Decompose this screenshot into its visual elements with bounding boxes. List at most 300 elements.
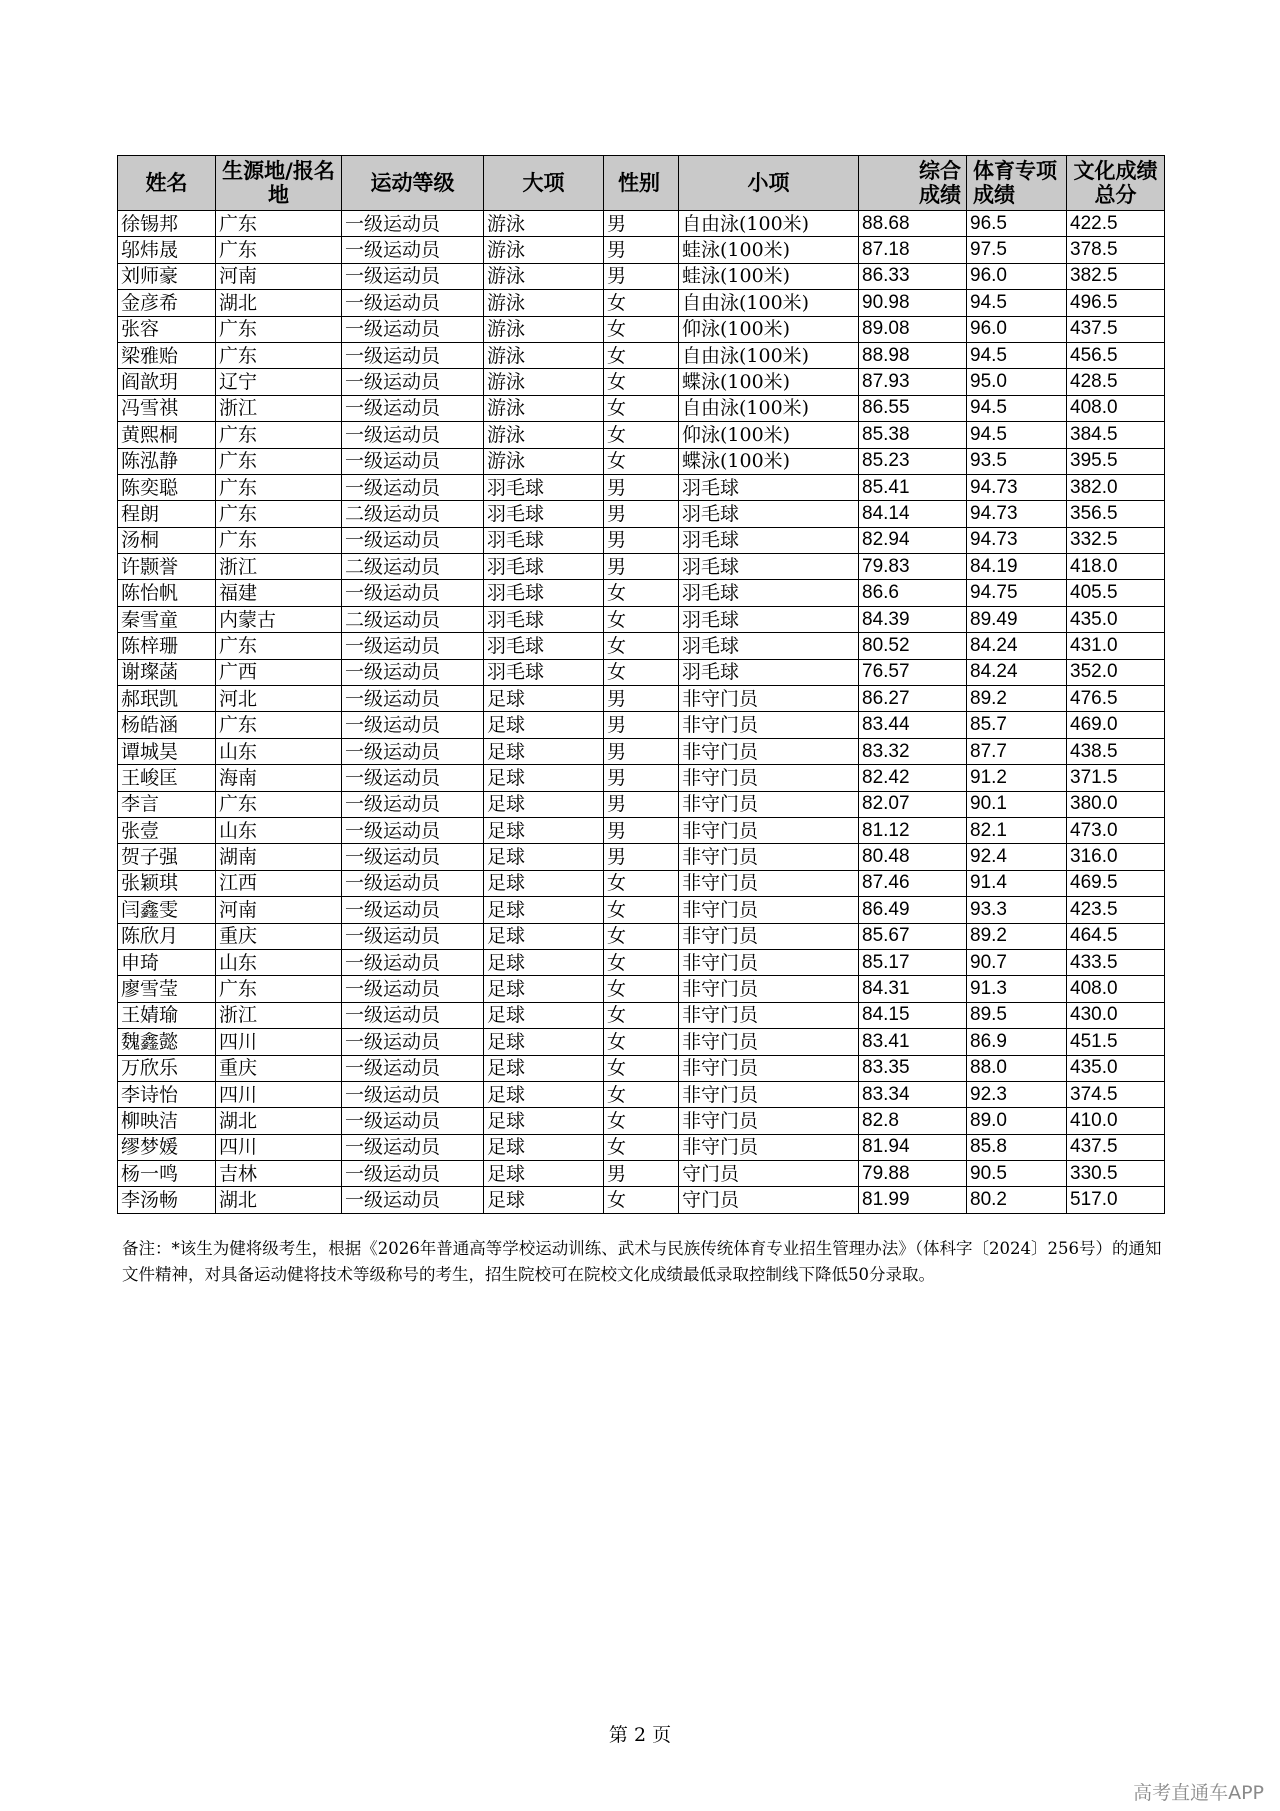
table-row xyxy=(118,580,1165,606)
table-row xyxy=(118,712,1165,738)
cell-gender: 女 xyxy=(604,606,679,632)
cell-sport: 足球 xyxy=(484,791,604,817)
cell-level: 一级运动员 xyxy=(342,870,484,896)
cell-name: 陈欣月 xyxy=(118,923,216,949)
cell-composite-score: 87.18 xyxy=(859,237,967,263)
cell-sport-score: 96.0 xyxy=(967,263,1067,289)
cell-sport: 足球 xyxy=(484,1187,604,1213)
table-row xyxy=(118,501,1165,527)
cell-sport: 羽毛球 xyxy=(484,501,604,527)
cell-gender: 女 xyxy=(604,395,679,421)
cell-origin: 广东 xyxy=(216,237,342,263)
cell-level: 二级运动员 xyxy=(342,606,484,632)
cell-event: 非守门员 xyxy=(679,712,859,738)
cell-culture-score: 422.5 xyxy=(1067,211,1165,237)
cell-level: 一级运动员 xyxy=(342,580,484,606)
cell-origin: 广东 xyxy=(216,316,342,342)
cell-gender: 女 xyxy=(604,897,679,923)
cell-sport-score: 94.5 xyxy=(967,395,1067,421)
cell-origin: 四川 xyxy=(216,1081,342,1107)
table-row xyxy=(118,791,1165,817)
cell-event: 非守门员 xyxy=(679,1108,859,1134)
cell-event: 守门员 xyxy=(679,1187,859,1213)
cell-event: 蛙泳(100米) xyxy=(679,263,859,289)
cell-culture-score: 374.5 xyxy=(1067,1081,1165,1107)
cell-event: 非守门员 xyxy=(679,686,859,712)
cell-sport: 羽毛球 xyxy=(484,527,604,553)
footnote: 备注：*该生为健将级考生，根据《2026年普通高等学校运动训练、武术与民族传统体育专业招生管理办法》（体科字〔2024〕256号）的通知文件精神，对具备运动健将技术等级称号的考生，招生院校可在院校文化成绩最低录取控制线下降低50分录取。 xyxy=(122,1239,1162,1284)
cell-culture-score: 456.5 xyxy=(1067,342,1165,368)
cell-gender: 男 xyxy=(604,738,679,764)
cell-level: 一级运动员 xyxy=(342,1029,484,1055)
cell-composite-score: 81.99 xyxy=(859,1187,967,1213)
table-row xyxy=(118,976,1165,1002)
table-row xyxy=(118,395,1165,421)
cell-gender: 男 xyxy=(604,1161,679,1187)
cell-composite-score: 86.55 xyxy=(859,395,967,421)
cell-name: 李言 xyxy=(118,791,216,817)
cell-name: 王婧瑜 xyxy=(118,1002,216,1028)
cell-level: 一级运动员 xyxy=(342,527,484,553)
cell-culture-score: 352.0 xyxy=(1067,659,1165,685)
header-origin: 生源地/报名地 xyxy=(216,156,342,211)
cell-origin: 山东 xyxy=(216,738,342,764)
cell-level: 一级运动员 xyxy=(342,290,484,316)
cell-culture-score: 408.0 xyxy=(1067,395,1165,421)
cell-culture-score: 418.0 xyxy=(1067,554,1165,580)
table-row xyxy=(118,554,1165,580)
cell-origin: 广东 xyxy=(216,501,342,527)
cell-gender: 女 xyxy=(604,976,679,1002)
cell-origin: 广东 xyxy=(216,976,342,1002)
cell-sport-score: 94.5 xyxy=(967,342,1067,368)
watermark: 高考直通车APP xyxy=(1133,1782,1264,1804)
cell-culture-score: 382.5 xyxy=(1067,263,1165,289)
table-row xyxy=(118,949,1165,975)
cell-composite-score: 86.49 xyxy=(859,897,967,923)
cell-origin: 河南 xyxy=(216,897,342,923)
cell-name: 刘师豪 xyxy=(118,263,216,289)
table-row xyxy=(118,817,1165,843)
cell-name: 申琦 xyxy=(118,949,216,975)
cell-sport-score: 80.2 xyxy=(967,1187,1067,1213)
cell-level: 一级运动员 xyxy=(342,1161,484,1187)
cell-sport-score: 89.0 xyxy=(967,1108,1067,1134)
cell-origin: 浙江 xyxy=(216,554,342,580)
cell-composite-score: 81.12 xyxy=(859,817,967,843)
cell-composite-score: 87.46 xyxy=(859,870,967,896)
cell-culture-score: 469.5 xyxy=(1067,870,1165,896)
cell-sport-score: 89.2 xyxy=(967,686,1067,712)
cell-level: 一级运动员 xyxy=(342,897,484,923)
cell-sport: 游泳 xyxy=(484,448,604,474)
cell-sport: 足球 xyxy=(484,686,604,712)
cell-event: 自由泳(100米) xyxy=(679,211,859,237)
header-event: 小项 xyxy=(679,156,859,211)
table-row xyxy=(118,1108,1165,1134)
cell-event: 蝶泳(100米) xyxy=(679,448,859,474)
cell-culture-score: 476.5 xyxy=(1067,686,1165,712)
cell-event: 羽毛球 xyxy=(679,633,859,659)
cell-sport: 足球 xyxy=(484,712,604,738)
cell-event: 非守门员 xyxy=(679,817,859,843)
cell-composite-score: 85.41 xyxy=(859,474,967,500)
cell-composite-score: 82.8 xyxy=(859,1108,967,1134)
cell-name: 李汤畅 xyxy=(118,1187,216,1213)
cell-event: 仰泳(100米) xyxy=(679,422,859,448)
cell-name: 金彦希 xyxy=(118,290,216,316)
cell-composite-score: 80.52 xyxy=(859,633,967,659)
cell-origin: 广东 xyxy=(216,527,342,553)
table-row xyxy=(118,923,1165,949)
cell-name: 谢璨菡 xyxy=(118,659,216,685)
cell-sport: 游泳 xyxy=(484,237,604,263)
cell-gender: 男 xyxy=(604,211,679,237)
cell-sport: 游泳 xyxy=(484,211,604,237)
cell-culture-score: 438.5 xyxy=(1067,738,1165,764)
cell-name: 闫鑫雯 xyxy=(118,897,216,923)
table-row xyxy=(118,1161,1165,1187)
table-row xyxy=(118,765,1165,791)
table-row xyxy=(118,342,1165,368)
cell-level: 二级运动员 xyxy=(342,554,484,580)
cell-level: 一级运动员 xyxy=(342,342,484,368)
cell-composite-score: 79.83 xyxy=(859,554,967,580)
cell-level: 一级运动员 xyxy=(342,791,484,817)
table-row xyxy=(118,263,1165,289)
cell-event: 自由泳(100米) xyxy=(679,290,859,316)
cell-name: 陈怡帆 xyxy=(118,580,216,606)
cell-culture-score: 382.0 xyxy=(1067,474,1165,500)
cell-name: 秦雪童 xyxy=(118,606,216,632)
table-row xyxy=(118,659,1165,685)
cell-origin: 广东 xyxy=(216,211,342,237)
header-gender: 性别 xyxy=(604,156,679,211)
header-name: 姓名 xyxy=(118,156,216,211)
cell-event: 仰泳(100米) xyxy=(679,316,859,342)
cell-sport: 足球 xyxy=(484,870,604,896)
cell-culture-score: 380.0 xyxy=(1067,791,1165,817)
cell-origin: 浙江 xyxy=(216,1002,342,1028)
cell-composite-score: 79.88 xyxy=(859,1161,967,1187)
table-row xyxy=(118,369,1165,395)
cell-level: 一级运动员 xyxy=(342,1187,484,1213)
cell-sport-score: 96.5 xyxy=(967,211,1067,237)
cell-composite-score: 85.38 xyxy=(859,422,967,448)
cell-sport: 足球 xyxy=(484,923,604,949)
cell-level: 一级运动员 xyxy=(342,817,484,843)
cell-level: 二级运动员 xyxy=(342,501,484,527)
cell-origin: 内蒙古 xyxy=(216,606,342,632)
cell-event: 蛙泳(100米) xyxy=(679,237,859,263)
cell-sport-score: 84.24 xyxy=(967,659,1067,685)
cell-sport: 足球 xyxy=(484,1002,604,1028)
cell-gender: 女 xyxy=(604,1187,679,1213)
cell-sport: 足球 xyxy=(484,1029,604,1055)
cell-culture-score: 408.0 xyxy=(1067,976,1165,1002)
cell-name: 贺子强 xyxy=(118,844,216,870)
cell-gender: 女 xyxy=(604,448,679,474)
cell-level: 一级运动员 xyxy=(342,765,484,791)
table-row xyxy=(118,316,1165,342)
cell-name: 冯雪祺 xyxy=(118,395,216,421)
cell-level: 一级运动员 xyxy=(342,712,484,738)
cell-sport-score: 90.7 xyxy=(967,949,1067,975)
cell-level: 一级运动员 xyxy=(342,1081,484,1107)
cell-event: 非守门员 xyxy=(679,791,859,817)
cell-event: 非守门员 xyxy=(679,897,859,923)
cell-name: 张颖琪 xyxy=(118,870,216,896)
cell-composite-score: 81.94 xyxy=(859,1134,967,1160)
header-sport: 大项 xyxy=(484,156,604,211)
cell-culture-score: 330.5 xyxy=(1067,1161,1165,1187)
cell-composite-score: 83.41 xyxy=(859,1029,967,1055)
cell-level: 一级运动员 xyxy=(342,1002,484,1028)
cell-origin: 吉林 xyxy=(216,1161,342,1187)
cell-sport-score: 85.7 xyxy=(967,712,1067,738)
cell-level: 一级运动员 xyxy=(342,474,484,500)
table-row xyxy=(118,1081,1165,1107)
cell-origin: 重庆 xyxy=(216,923,342,949)
cell-gender: 女 xyxy=(604,342,679,368)
cell-level: 一级运动员 xyxy=(342,395,484,421)
cell-sport: 羽毛球 xyxy=(484,633,604,659)
cell-event: 非守门员 xyxy=(679,738,859,764)
cell-sport-score: 93.5 xyxy=(967,448,1067,474)
cell-origin: 广西 xyxy=(216,659,342,685)
cell-composite-score: 85.17 xyxy=(859,949,967,975)
cell-event: 羽毛球 xyxy=(679,580,859,606)
cell-origin: 辽宁 xyxy=(216,369,342,395)
cell-sport: 羽毛球 xyxy=(484,580,604,606)
cell-gender: 女 xyxy=(604,1081,679,1107)
cell-level: 一级运动员 xyxy=(342,949,484,975)
cell-sport-score: 91.3 xyxy=(967,976,1067,1002)
cell-composite-score: 90.98 xyxy=(859,290,967,316)
cell-name: 陈梓珊 xyxy=(118,633,216,659)
cell-composite-score: 86.27 xyxy=(859,686,967,712)
cell-sport: 足球 xyxy=(484,738,604,764)
table-row xyxy=(118,633,1165,659)
cell-name: 柳映洁 xyxy=(118,1108,216,1134)
cell-origin: 广东 xyxy=(216,448,342,474)
cell-gender: 女 xyxy=(604,316,679,342)
cell-name: 魏鑫懿 xyxy=(118,1029,216,1055)
table-row xyxy=(118,448,1165,474)
cell-name: 黄熙桐 xyxy=(118,422,216,448)
cell-event: 羽毛球 xyxy=(679,474,859,500)
cell-sport: 游泳 xyxy=(484,369,604,395)
cell-gender: 女 xyxy=(604,422,679,448)
cell-origin: 湖北 xyxy=(216,1108,342,1134)
cell-sport: 羽毛球 xyxy=(484,659,604,685)
page-number: 第 2 页 xyxy=(608,1724,672,1746)
cell-sport-score: 95.0 xyxy=(967,369,1067,395)
cell-event: 羽毛球 xyxy=(679,606,859,632)
table-row xyxy=(118,738,1165,764)
cell-gender: 男 xyxy=(604,474,679,500)
cell-sport-score: 94.5 xyxy=(967,290,1067,316)
cell-sport-score: 89.49 xyxy=(967,606,1067,632)
cell-culture-score: 435.0 xyxy=(1067,1055,1165,1081)
cell-level: 一级运动员 xyxy=(342,1055,484,1081)
cell-composite-score: 86.6 xyxy=(859,580,967,606)
cell-culture-score: 423.5 xyxy=(1067,897,1165,923)
cell-culture-score: 356.5 xyxy=(1067,501,1165,527)
cell-name: 郝珉凯 xyxy=(118,686,216,712)
header-composite-score: 综合成绩 xyxy=(859,156,967,211)
cell-origin: 河北 xyxy=(216,686,342,712)
cell-gender: 女 xyxy=(604,290,679,316)
cell-sport-score: 89.5 xyxy=(967,1002,1067,1028)
cell-sport-score: 94.73 xyxy=(967,501,1067,527)
cell-culture-score: 464.5 xyxy=(1067,923,1165,949)
table-row xyxy=(118,1134,1165,1160)
cell-origin: 湖北 xyxy=(216,1187,342,1213)
cell-event: 非守门员 xyxy=(679,765,859,791)
cell-sport-score: 88.0 xyxy=(967,1055,1067,1081)
cell-level: 一级运动员 xyxy=(342,923,484,949)
cell-sport-score: 94.75 xyxy=(967,580,1067,606)
cell-culture-score: 451.5 xyxy=(1067,1029,1165,1055)
cell-event: 守门员 xyxy=(679,1161,859,1187)
cell-gender: 男 xyxy=(604,791,679,817)
cell-culture-score: 517.0 xyxy=(1067,1187,1165,1213)
cell-gender: 女 xyxy=(604,369,679,395)
cell-composite-score: 84.14 xyxy=(859,501,967,527)
table-row xyxy=(118,1055,1165,1081)
cell-level: 一级运动员 xyxy=(342,633,484,659)
cell-name: 汤桐 xyxy=(118,527,216,553)
cell-composite-score: 76.57 xyxy=(859,659,967,685)
cell-composite-score: 88.98 xyxy=(859,342,967,368)
cell-sport: 羽毛球 xyxy=(484,606,604,632)
cell-name: 陈奕聪 xyxy=(118,474,216,500)
cell-event: 自由泳(100米) xyxy=(679,395,859,421)
cell-gender: 女 xyxy=(604,1029,679,1055)
cell-culture-score: 371.5 xyxy=(1067,765,1165,791)
cell-level: 一级运动员 xyxy=(342,448,484,474)
cell-name: 徐锡邦 xyxy=(118,211,216,237)
cell-composite-score: 89.08 xyxy=(859,316,967,342)
cell-sport: 游泳 xyxy=(484,395,604,421)
table-row xyxy=(118,870,1165,896)
cell-origin: 浙江 xyxy=(216,395,342,421)
header-sport-score: 体育专项成绩 xyxy=(967,156,1067,211)
cell-gender: 男 xyxy=(604,712,679,738)
table-row xyxy=(118,606,1165,632)
cell-sport-score: 82.1 xyxy=(967,817,1067,843)
cell-level: 一级运动员 xyxy=(342,237,484,263)
cell-sport-score: 91.2 xyxy=(967,765,1067,791)
cell-origin: 广东 xyxy=(216,474,342,500)
cell-gender: 女 xyxy=(604,923,679,949)
cell-gender: 男 xyxy=(604,263,679,289)
cell-sport: 羽毛球 xyxy=(484,474,604,500)
cell-gender: 男 xyxy=(604,844,679,870)
cell-gender: 男 xyxy=(604,686,679,712)
cell-sport: 足球 xyxy=(484,976,604,1002)
cell-culture-score: 437.5 xyxy=(1067,1134,1165,1160)
header-row xyxy=(118,156,1165,211)
cell-sport: 游泳 xyxy=(484,422,604,448)
cell-sport: 足球 xyxy=(484,1055,604,1081)
cell-name: 张壹 xyxy=(118,817,216,843)
cell-culture-score: 435.0 xyxy=(1067,606,1165,632)
cell-sport: 羽毛球 xyxy=(484,554,604,580)
cell-event: 非守门员 xyxy=(679,1055,859,1081)
cell-sport: 足球 xyxy=(484,949,604,975)
cell-gender: 女 xyxy=(604,1134,679,1160)
cell-event: 自由泳(100米) xyxy=(679,342,859,368)
cell-culture-score: 431.0 xyxy=(1067,633,1165,659)
cell-sport: 游泳 xyxy=(484,263,604,289)
cell-culture-score: 428.5 xyxy=(1067,369,1165,395)
cell-level: 一级运动员 xyxy=(342,659,484,685)
cell-sport: 足球 xyxy=(484,1081,604,1107)
cell-gender: 女 xyxy=(604,659,679,685)
cell-sport-score: 87.7 xyxy=(967,738,1067,764)
cell-name: 许颢誉 xyxy=(118,554,216,580)
cell-culture-score: 405.5 xyxy=(1067,580,1165,606)
cell-sport: 足球 xyxy=(484,1134,604,1160)
cell-level: 一级运动员 xyxy=(342,738,484,764)
table-row xyxy=(118,237,1165,263)
cell-sport: 足球 xyxy=(484,897,604,923)
cell-composite-score: 85.67 xyxy=(859,923,967,949)
cell-sport-score: 89.2 xyxy=(967,923,1067,949)
cell-gender: 女 xyxy=(604,870,679,896)
cell-name: 缪梦媛 xyxy=(118,1134,216,1160)
cell-event: 羽毛球 xyxy=(679,659,859,685)
cell-sport: 足球 xyxy=(484,1108,604,1134)
cell-origin: 四川 xyxy=(216,1029,342,1055)
cell-origin: 山东 xyxy=(216,949,342,975)
cell-event: 非守门员 xyxy=(679,976,859,1002)
cell-sport-score: 94.73 xyxy=(967,527,1067,553)
table-row xyxy=(118,474,1165,500)
cell-event: 非守门员 xyxy=(679,870,859,896)
table-row xyxy=(118,211,1165,237)
cell-name: 阎歆玥 xyxy=(118,369,216,395)
cell-composite-score: 82.07 xyxy=(859,791,967,817)
cell-name: 邬炜晟 xyxy=(118,237,216,263)
cell-sport: 足球 xyxy=(484,1161,604,1187)
cell-level: 一级运动员 xyxy=(342,1108,484,1134)
cell-composite-score: 86.33 xyxy=(859,263,967,289)
cell-name: 杨皓涵 xyxy=(118,712,216,738)
cell-gender: 男 xyxy=(604,501,679,527)
cell-event: 非守门员 xyxy=(679,949,859,975)
cell-origin: 湖南 xyxy=(216,844,342,870)
cell-level: 一级运动员 xyxy=(342,844,484,870)
cell-sport-score: 90.1 xyxy=(967,791,1067,817)
cell-culture-score: 433.5 xyxy=(1067,949,1165,975)
cell-composite-score: 80.48 xyxy=(859,844,967,870)
cell-gender: 女 xyxy=(604,949,679,975)
cell-sport-score: 84.19 xyxy=(967,554,1067,580)
cell-level: 一级运动员 xyxy=(342,422,484,448)
cell-event: 非守门员 xyxy=(679,1081,859,1107)
cell-sport-score: 84.24 xyxy=(967,633,1067,659)
cell-culture-score: 496.5 xyxy=(1067,290,1165,316)
cell-sport: 足球 xyxy=(484,844,604,870)
cell-origin: 湖北 xyxy=(216,290,342,316)
cell-event: 羽毛球 xyxy=(679,501,859,527)
cell-sport: 游泳 xyxy=(484,290,604,316)
cell-origin: 广东 xyxy=(216,633,342,659)
cell-culture-score: 316.0 xyxy=(1067,844,1165,870)
